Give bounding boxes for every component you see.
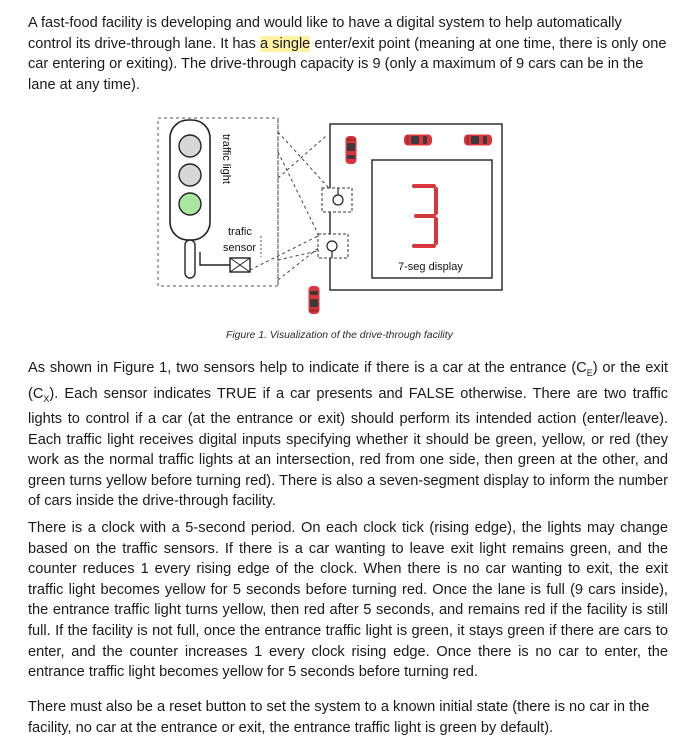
highlighted-text: a single	[260, 35, 311, 52]
sensors-paragraph: As shown in Figure 1, two sensors help to indicate if there is a car at the entrance $(C_E)$ or the exit $(C_X)$. Each sensor indicates TRUE if a car presents and FALSE otherwise. There are two traffic lights to control if a car (at the entrance or exit) should perform its intended action (enter/leave). Each traffic light receives digital inputs specifying whether it should be green, yellow, or red (they work as the normal traffic lights at an intersection, red from one side, then green at the other, and green turns yellow before turning red). There is also a seven-segment display to inform the number of cars inside the drive-through facility.	[28, 360, 668, 510]
yellow-lamp	[179, 164, 201, 186]
clock-paragraph: There is a clock with a 5-second period. On each clock tick (rising edge), the lights may change based on the traffic sensors. If there is a car wanting to leave exit light remains green, and the counter reduces 1 every rising edge of the clock. When there is no car wanting to exit, the exit traffic light becomes yellow for 5 seconds before turning red. Once the lane is full (9 cars inside), the entrance traffic light turns yellow, then red after 5 seconds, and remains red if the facility is still full. If the facility is not full, once the entrance traffic light is green, it stays green if there are cars to enter, and the counter increases 1 every clock rising edge. Once there is no car to enter, the entrance traffic light becomes yellow for 5 seconds before turning red.	[28, 520, 668, 681]
drive-through-figure	[150, 112, 510, 332]
sensor-icon	[200, 252, 250, 272]
car-top-2	[464, 135, 492, 146]
green-lamp	[179, 193, 201, 215]
entrance-sensor	[318, 234, 348, 258]
car-top-1	[404, 135, 432, 146]
red-lamp	[179, 135, 201, 157]
car-exit	[346, 136, 357, 164]
seven-segment-display	[372, 160, 492, 278]
reset-paragraph: There must also be a reset button to set the system to a known initial state (there is no car in the facility, no car at the entrance or exit, the entrance traffic light is green by default).	[28, 699, 650, 736]
sensor-label-2: sensor	[223, 242, 257, 254]
display-label: 7-seg display	[398, 261, 463, 273]
intro-paragraph: A fast-food facility is developing and would like to have a digital system to help automatically control its drive-through lane. It has a single enter/exit point (meaning at one time, there is only one car entering or exiting). The drive-through capacity is 9 (only a maximum of 9 cars can be in the lane at any time).	[28, 15, 667, 93]
exit-sensor	[322, 188, 352, 212]
traffic-light-label: traffic light	[220, 134, 232, 184]
figure-caption: Figure 1. Visualization of the drive-through facility	[226, 330, 453, 341]
traffic-light	[170, 120, 210, 278]
sensor-label-1: trafic	[228, 226, 252, 238]
car-entrance	[309, 286, 320, 314]
